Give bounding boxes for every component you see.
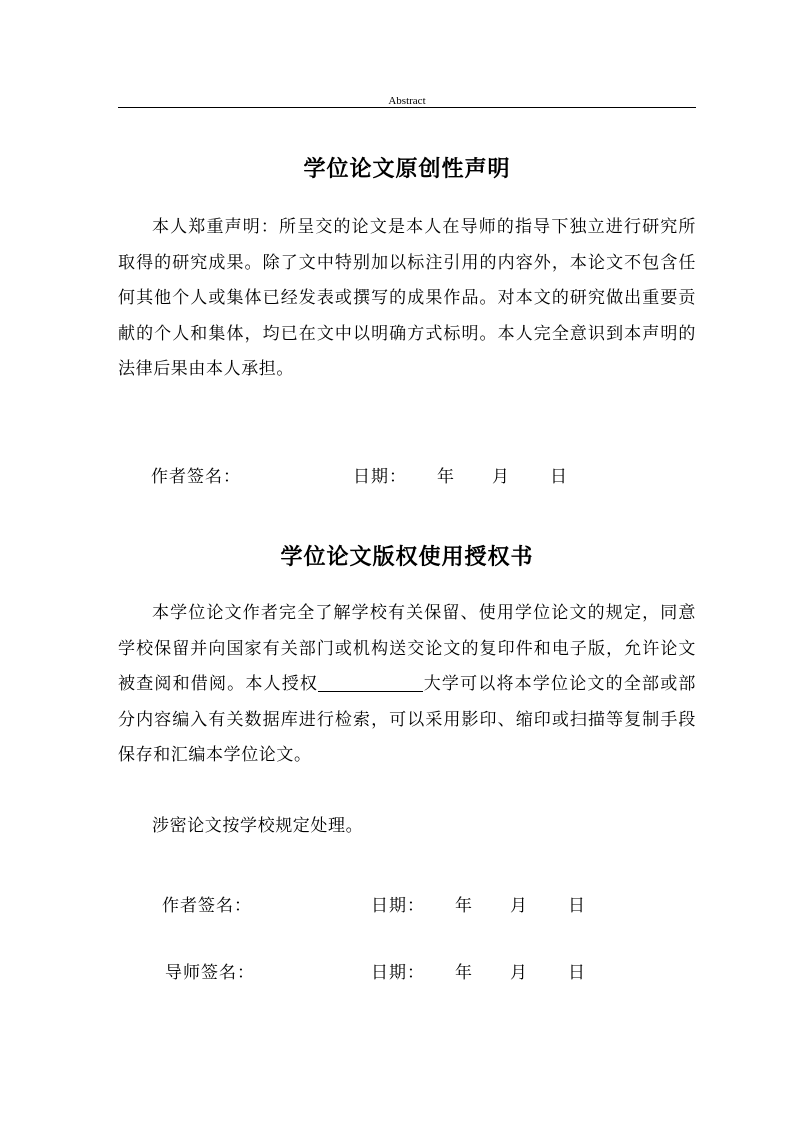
author-signature-label: 作者签名： [162, 896, 252, 916]
year-label: 年 [455, 963, 473, 983]
month-label: 月 [492, 467, 510, 487]
authorization-text-after-blank: 大学可以将本学位论文的全部或部分内容编入有关数据库进行检索，可以采用影印、缩印或扫描等复制手段保存和汇编本学位论文。 [118, 674, 697, 766]
year-label: 年 [455, 896, 473, 916]
date-label: 日期： [353, 467, 407, 487]
declaration-title: 学位论文原创性声明 [303, 157, 511, 182]
date-label: 日期： [371, 896, 425, 916]
declaration-paragraph: 本人郑重声明：所呈交的论文是本人在导师的指导下独立进行研究所取得的研究成果。除了文中特别加以标注引用的内容外，本论文不包含任何其他个人或集体已经发表或撰写的成果作品。对本文的研究做出重要贡献的个人和集体，均已在文中以明确方式标明。本人完全意识到本声明的法律后果由本人承担。 [118, 217, 696, 380]
secret-note: 涉密论文按学校规定处理。 [152, 816, 364, 836]
day-label: 日 [568, 963, 586, 983]
month-label: 月 [510, 963, 528, 983]
header-title: Abstract [388, 95, 426, 107]
month-label: 月 [510, 896, 528, 916]
advisor-signature-label: 导师签名： [165, 963, 255, 983]
authorization-text-before-blank: 本学位论文作者完全了解学校有关保留、使用学位论文的规定，同意学校保留并向国家有关部门或机构送交论文的复印件和电子版，允许论文被查阅和借阅。本人授权 [118, 603, 696, 695]
day-label: 日 [568, 896, 586, 916]
day-label: 日 [550, 467, 568, 487]
authorization-paragraph [118, 596, 696, 774]
date-label: 日期： [371, 963, 425, 983]
year-label: 年 [437, 467, 455, 487]
author-signature-label: 作者签名： [151, 467, 241, 487]
university-name-blank [318, 673, 423, 692]
authorization-title: 学位论文版权使用授权书 [280, 545, 534, 570]
header-rule [118, 107, 696, 108]
